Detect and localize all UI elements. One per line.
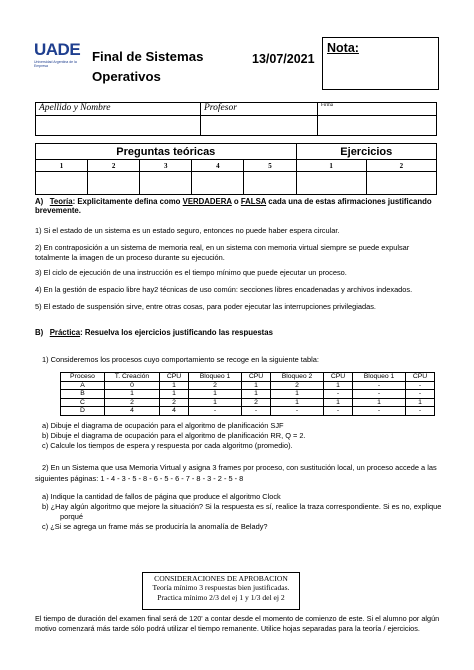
table-cell: 1 [160, 390, 189, 399]
exercise-num: 2 [366, 160, 436, 172]
exercise-1-item: b) Dibuje el diagrama de ocupación para el algoritmo de planificación RR, Q = 2. [42, 431, 306, 440]
table-cell: - [189, 407, 242, 416]
exam-title-line1: Final de Sistemas [92, 49, 204, 64]
name-header: Apellido y Nombre [36, 103, 201, 116]
approval-criteria-line: Teoría mínimo 3 respuestas bien justificadas. [152, 583, 290, 593]
table-row [61, 390, 435, 399]
exercise-num: 1 [296, 160, 366, 172]
section-a-intro: cada una de estas afirmaciones justificando brevemente. [35, 197, 432, 215]
table-cell: 2 [271, 381, 324, 390]
table-cell: 1 [189, 390, 242, 399]
table-cell: 1 [160, 381, 189, 390]
exercise-score-cell[interactable] [366, 172, 436, 195]
score-grid [35, 143, 437, 195]
section-b-title: Práctica [49, 328, 81, 337]
verdadera-word: VERDADERA [182, 197, 232, 206]
approval-criteria-box [142, 572, 300, 610]
signature-header: Firma [318, 103, 437, 116]
table-cell: 2 [105, 398, 160, 407]
table-cell: 1 [271, 398, 324, 407]
section-b-letter: B) [35, 328, 44, 337]
theory-item: 2) En contraposición a un sistema de memoria real, en un sistema con memoria virtual siempre se puede expulsar totalmente la imagen de un proceso durante su ejecución. [35, 243, 410, 262]
approval-criteria-title: CONSIDERACIONES DE APROBACION [154, 574, 288, 583]
grade-label: Nota: [327, 41, 359, 55]
table-header: CPU [242, 373, 271, 382]
table-cell: - [324, 390, 353, 399]
instructions-line: El tiempo de duración del examen final será de 120' a contar desde el momento de comienzo de este. Si el alumno por algún [35, 614, 440, 623]
table-header: CPU [324, 373, 353, 382]
theory-score-cell[interactable] [36, 172, 88, 195]
student-info-table [35, 102, 437, 136]
table-cell: - [242, 407, 271, 416]
table-cell: - [353, 407, 406, 416]
table-cell: 1 [324, 381, 353, 390]
section-b-intro: : Resuelva los ejercicios justificando las respuestas [80, 328, 273, 337]
section-a-heading [35, 197, 474, 215]
table-cell: 1 [353, 398, 406, 407]
exercise-2-item: a) Indique la cantidad de fallos de página que produce el algoritmo Clock [42, 492, 281, 501]
table-header: Bloqueo 1 [189, 373, 242, 382]
exercises-header: Ejercicios [296, 144, 436, 160]
professor-header: Profesor [201, 103, 318, 116]
table-row [61, 398, 435, 407]
table-header: T. Creación [105, 373, 160, 382]
theory-score-cell[interactable] [140, 172, 192, 195]
theory-num: 2 [88, 160, 140, 172]
table-cell: 4 [105, 407, 160, 416]
table-cell: 1 [242, 390, 271, 399]
theory-num: 3 [140, 160, 192, 172]
theory-num: 4 [192, 160, 244, 172]
table-header: Bloqueo 1 [353, 373, 406, 382]
process-table [60, 372, 435, 416]
theory-score-cell[interactable] [88, 172, 140, 195]
theory-item: 4) En la gestión de espacio libre hay2 técnicas de uso común: secciones libres encadenadas y archivos indexados. [35, 285, 413, 294]
exam-date: 13/07/2021 [252, 52, 315, 66]
theory-item: 3) El ciclo de ejecución de una instrucción es el tiempo mínimo que puede ejecutar un proceso. [35, 268, 347, 277]
exam-instructions [35, 614, 445, 634]
exercise-2-pages: siguientes páginas: 1 - 4 - 3 - 5 - 8 - 6 - 5 - 6 - 7 - 8 - 3 - 2 - 5 - 8 [35, 474, 244, 483]
table-header: Proceso [61, 373, 105, 382]
name-field[interactable] [36, 116, 201, 136]
theory-item: 5) El estado de suspensión sirve, entre otras cosas, para poder ejecutar las interrupciones privilegiadas. [35, 302, 376, 311]
professor-field[interactable] [201, 116, 318, 136]
table-cell: D [61, 407, 105, 416]
theory-num: 1 [36, 160, 88, 172]
theory-header: Preguntas teóricas [36, 144, 297, 160]
table-header: CPU [406, 373, 435, 382]
exercise-1-item: a) Dibuje el diagrama de ocupación para el algoritmo de planificación SJF [42, 421, 284, 430]
logo-subtitle: Universidad Argentina de la Empresa [34, 60, 77, 68]
section-a-intro: : Explicitamente defina como [72, 197, 183, 206]
table-cell: 2 [242, 398, 271, 407]
exercise-1-intro: 1) Consideremos los procesos cuyo comportamiento se recoge en la siguiente tabla: [42, 355, 319, 364]
section-b-heading [35, 328, 273, 337]
table-row [61, 407, 435, 416]
section-a-letter: A) [35, 197, 44, 206]
exercise-2-item-cont: porqué [60, 512, 84, 521]
logo-text: UADE [34, 40, 81, 59]
table-cell: A [61, 381, 105, 390]
theory-score-cell[interactable] [244, 172, 296, 195]
table-cell: 1 [189, 398, 242, 407]
table-cell: C [61, 398, 105, 407]
uade-logo [34, 40, 86, 70]
exam-title-line2: Operativos [92, 69, 161, 84]
exercise-2-item: b) ¿Hay algún algoritmo que mejore la situación? Si la respuesta es sí, realice la traza correspondiente. Si es no, explique [42, 502, 442, 511]
table-header: CPU [160, 373, 189, 382]
table-cell: - [353, 390, 406, 399]
table-header: Bloqueo 2 [271, 373, 324, 382]
table-cell: - [406, 390, 435, 399]
table-cell: - [406, 407, 435, 416]
table-cell: 2 [160, 398, 189, 407]
falsa-word: FALSA [240, 197, 267, 206]
exercise-2-item: c) ¿Si se agrega un frame más se produciría la anomalía de Belady? [42, 522, 268, 531]
table-cell: 1 [324, 398, 353, 407]
table-row [61, 381, 435, 390]
table-cell: - [324, 407, 353, 416]
table-cell: - [271, 407, 324, 416]
exam-title [92, 47, 203, 87]
exercise-1-item: c) Calcule los tiempos de espera y respuesta por cada algoritmo (promedio). [42, 441, 293, 450]
table-cell: - [406, 381, 435, 390]
approval-criteria-line: Practica mínimo 2/3 del ej 1 y 1/3 del ej 2 [157, 592, 285, 602]
instructions-line: motivo comenzará más tarde sólo podrá utilizar el tiempo remanente. Utilice hojas separadas para la teoría / ejercicios. [35, 624, 420, 633]
table-cell: 1 [105, 390, 160, 399]
exercise-2-intro: 2) En un Sistema que usa Memoria Virtual y asigna 3 frames por proceso, con sustitución local, un proceso accede a las [42, 463, 437, 472]
table-cell: 1 [406, 398, 435, 407]
table-cell: 2 [189, 381, 242, 390]
section-a-title: Teoría [49, 197, 73, 206]
signature-field[interactable] [318, 116, 437, 136]
table-cell: B [61, 390, 105, 399]
section-a-intro: o [231, 197, 241, 206]
table-cell: 1 [242, 381, 271, 390]
theory-num: 5 [244, 160, 296, 172]
theory-item: 1) Si el estado de un sistema es un estado seguro, entonces no puede haber espera circular. [35, 226, 340, 235]
table-cell: 4 [160, 407, 189, 416]
table-cell: 1 [271, 390, 324, 399]
table-cell: - [353, 381, 406, 390]
table-cell: 0 [105, 381, 160, 390]
exercise-score-cell[interactable] [296, 172, 366, 195]
theory-score-cell[interactable] [192, 172, 244, 195]
